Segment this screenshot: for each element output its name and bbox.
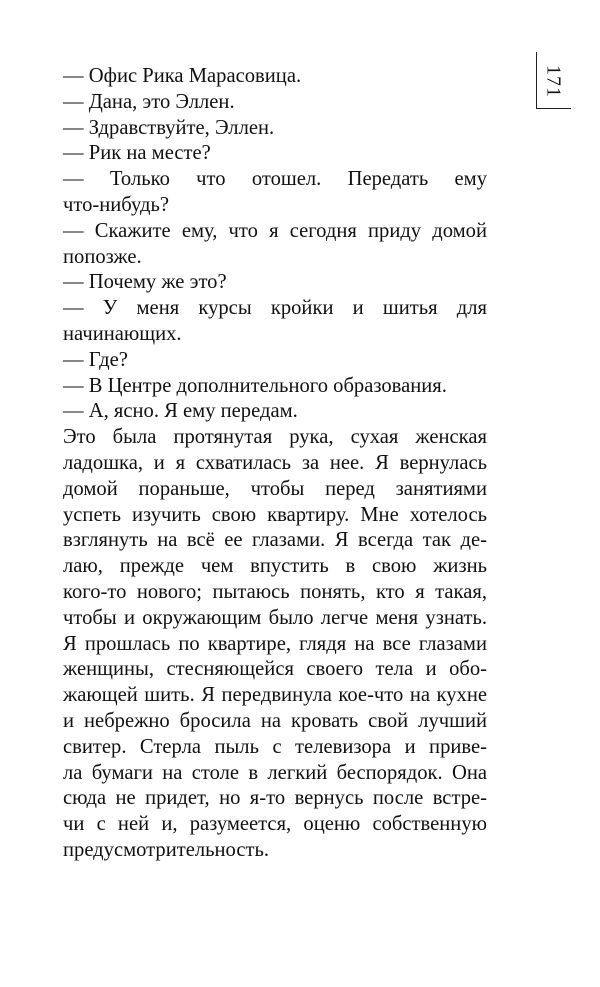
text-line: успеть изучить свою квартиру. Мне хотелось <box>63 503 487 526</box>
text-line: взглянуть на всё ее глазами. Я всегда так де- <box>63 529 487 552</box>
text-line: что-нибудь? <box>63 193 169 216</box>
text-line: ла бумаги на столе в легкий беспорядок. Она <box>63 761 487 784</box>
body-text <box>63 64 487 864</box>
page-number: 171 <box>542 65 565 98</box>
text-line: — У меня курсы кройки и шитья для <box>63 297 487 320</box>
text-line: — Рик на месте? <box>63 142 211 165</box>
text-line: начинающих. <box>63 322 182 345</box>
text-line: попозже. <box>63 245 142 268</box>
text-line: — Только что отошел. Передать ему <box>63 168 487 191</box>
text-line: — Где? <box>63 348 128 371</box>
text-line: — А, ясно. Я ему передам. <box>63 400 298 423</box>
text-line: предусмотрительность. <box>63 838 270 861</box>
text-line: Это была протянутая рука, сухая женская <box>63 426 487 449</box>
text-line: женщины, стесняющейся своего тела и обо- <box>63 658 487 681</box>
text-line: — Дана, это Эллен. <box>63 90 235 113</box>
text-line: жающей шить. Я передвинула кое-что на кухне <box>63 684 487 707</box>
text-line: чи с ней и, разумеется, оценю собственную <box>63 813 487 836</box>
text-line: — Офис Рика Марасовица. <box>63 65 302 87</box>
text-line: — Скажите ему, что я сегодня приду домой <box>63 219 487 242</box>
text-line: сюда не придет, но я-то вернусь после встре- <box>63 787 487 810</box>
text-line: и небрежно бросила на кровать свой лучший <box>63 709 487 732</box>
text-line: кого-то нового; пытаюсь понять, кто я такая, <box>63 580 487 603</box>
text-line: свитер. Стерла пыль с телевизора и приве- <box>63 735 487 758</box>
text-line: домой пораньше, чтобы перед занятиями <box>63 477 487 500</box>
text-line: — В Центре дополнительного образования. <box>63 374 447 397</box>
text-line: лаю, прежде чем впустить в свою жизнь <box>63 555 487 578</box>
text-line: Я прошлась по квартире, глядя на все глазами <box>63 632 487 655</box>
text-line: — Почему же это? <box>63 271 227 294</box>
text-line: ладошка, и я схватилась за нее. Я вернулась <box>63 451 487 474</box>
text-line: чтобы и окружающим было легче меня узнать. <box>63 606 487 629</box>
text-line: — Здравствуйте, Эллен. <box>63 116 275 139</box>
